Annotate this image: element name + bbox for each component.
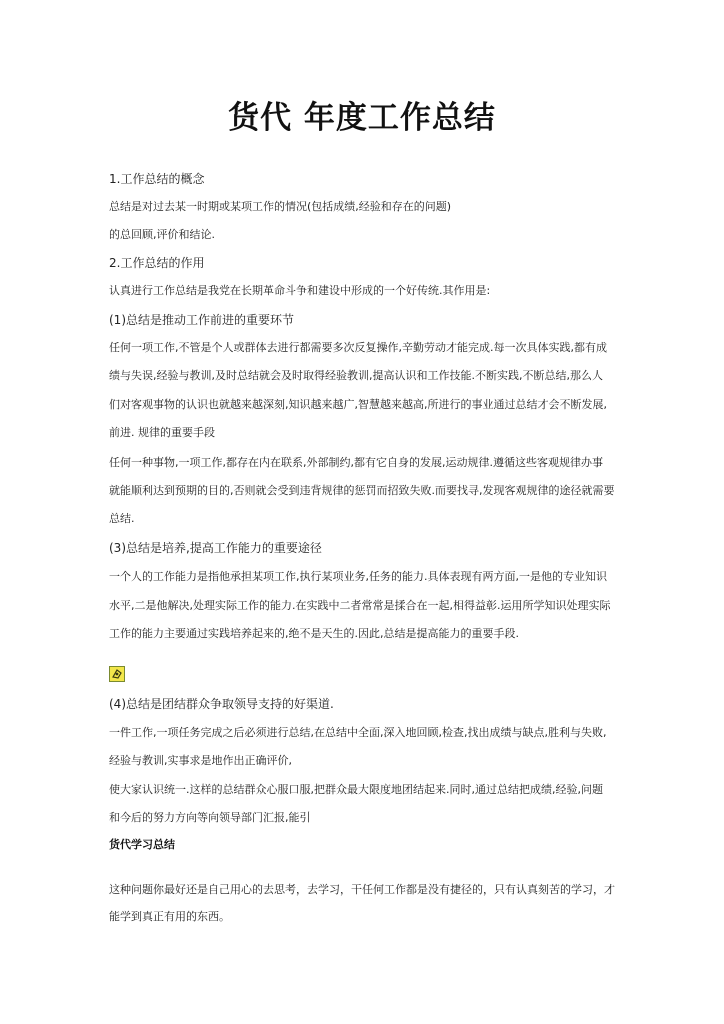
paragraph-line: 一件工作,一项任务完成之后必须进行总结,在总结中全面,深入地回顾,检查,找出成绩与缺点,胜利与失败,: [109, 726, 607, 739]
paragraph-line: 水平,二是他解决,处理实际工作的能力.在实践中二者常常是揉合在一起,相得益彰.运用所学知识处理实际: [109, 599, 611, 612]
section-heading-study: 货代学习总结: [109, 838, 175, 851]
clipart-icon: [109, 666, 125, 682]
paragraph-line: 任何一种事物,一项工作,都存在内在联系,外部制约,都有它自身的发展,运动规律.遵循这些客观规律办事: [109, 456, 603, 469]
paragraph-line: 总结.: [109, 512, 135, 525]
paragraph-line: 前进. 规律的重要手段: [109, 426, 215, 439]
paragraph-line: 就能顺利达到预期的目的,否则就会受到违背规律的惩罚而招致失败.而要找寻,发现客观规律的途径就需要: [109, 484, 615, 497]
paragraph-line: 们对客观事物的认识也就越来越深刻,知识越来越广,智慧越来越高,所进行的事业通过总结才会不断发展,: [109, 398, 607, 411]
paragraph-line: 这种问题你最好还是自己用心的去思考，去学习，干任何工作都是没有捷径的，只有认真刻苦的学习，才: [109, 883, 615, 896]
paragraph-line: 和今后的努力方向等向领导部门汇报,能引: [109, 811, 311, 824]
document-title: 货代 年度工作总结: [228, 100, 496, 136]
paragraph-line: 绩与失误,经验与教训,及时总结就会及时取得经验教训,提高认识和工作技能.不断实践,不断总结,那么人: [109, 369, 603, 382]
subheading-3: (3)总结是培养,提高工作能力的重要途径: [109, 541, 322, 555]
paragraph-line: 工作的能力主要通过实践培养起来的,绝不是天生的.因此,总结是提高能力的重要手段.: [109, 627, 519, 640]
paragraph-line: 使大家认识统一.这样的总结群众心服口服,把群众最大限度地团结起来.同时,通过总结把成绩,经验,问题: [109, 783, 603, 796]
section-heading-2: 2.工作总结的作用: [109, 256, 205, 270]
subheading-4: (4)总结是团结群众争取领导支持的好渠道.: [109, 697, 334, 711]
section-heading-1: 1.工作总结的概念: [109, 172, 205, 186]
paragraph-line: 能学到真正有用的东西。: [109, 910, 230, 923]
paragraph-line: 总结是对过去某一时期或某项工作的情况(包括成绩,经验和存在的问题): [109, 200, 452, 213]
subheading-1: (1)总结是推动工作前进的重要环节: [109, 313, 294, 327]
paragraph-line: 任何一项工作,不管是个人或群体去进行都需要多次反复操作,辛勤劳动才能完成.每一次具体实践,都有成: [109, 341, 607, 354]
paragraph-line: 认真进行工作总结是我党在长期革命斗争和建设中形成的一个好传统.其作用是:: [109, 284, 491, 297]
paragraph-line: 一个人的工作能力是指他承担某项工作,执行某项业务,任务的能力.具体表现有两方面,一是他的专业知识: [109, 570, 607, 583]
paragraph-line: 的总回顾,评价和结论.: [109, 228, 215, 241]
paragraph-line: 经验与教训,实事求是地作出正确评价,: [109, 754, 292, 767]
